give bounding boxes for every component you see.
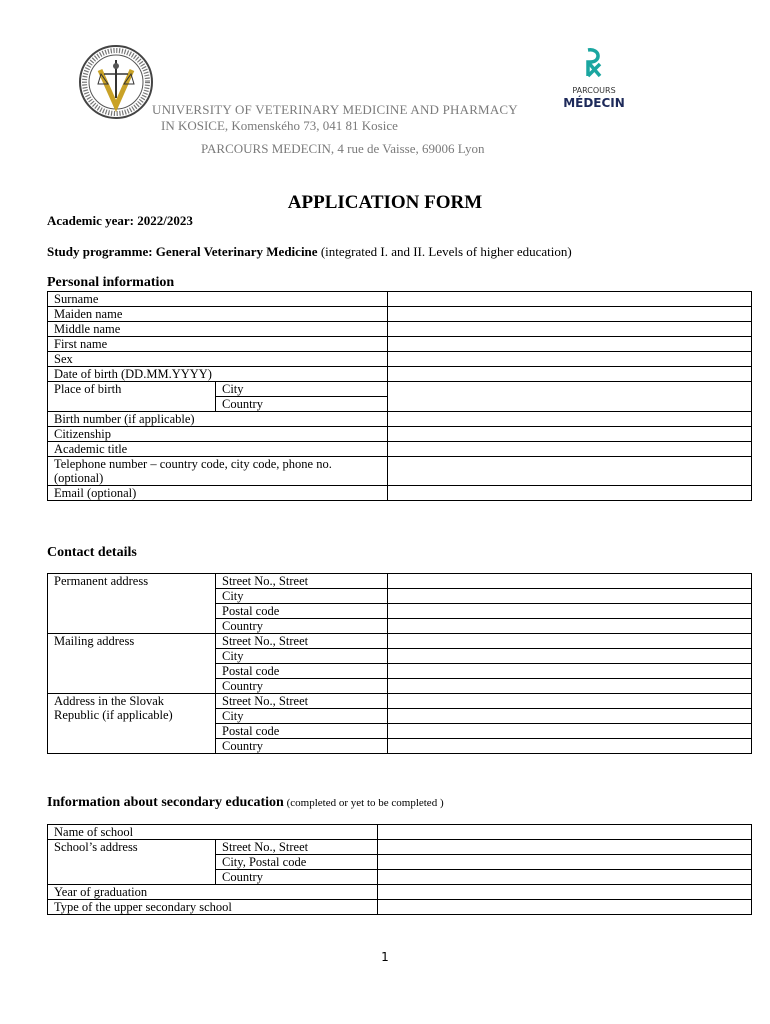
street-label: Street No., Street bbox=[216, 574, 388, 589]
slovak-address-label: Address in the Slovak Republic (if applicable) bbox=[48, 694, 216, 754]
university-seal-logo bbox=[78, 44, 154, 120]
parcours-logo-text: PARCOURS bbox=[572, 86, 616, 95]
parcours-medecin-logo bbox=[560, 46, 630, 112]
table-row bbox=[48, 900, 752, 915]
study-programme-label: Study programme: General Veterinary Medicine bbox=[47, 244, 318, 259]
mailing-country-field[interactable] bbox=[388, 679, 752, 694]
contact-details-table bbox=[47, 573, 752, 754]
school-city-postal-field[interactable] bbox=[378, 855, 752, 870]
table-row bbox=[48, 486, 752, 501]
personal-info-heading: Personal information bbox=[47, 275, 175, 290]
table-row bbox=[48, 412, 752, 427]
education-heading-label: Information about secondary education bbox=[47, 795, 284, 810]
table-row bbox=[48, 840, 752, 855]
table-row bbox=[48, 292, 752, 307]
table-row bbox=[48, 307, 752, 322]
street-label: Street No., Street bbox=[216, 634, 388, 649]
street-label: Street No., Street bbox=[216, 840, 378, 855]
permanent-address-label: Permanent address bbox=[48, 574, 216, 634]
academic-title-label: Academic title bbox=[48, 442, 388, 457]
slovak-street-field[interactable] bbox=[388, 694, 752, 709]
school-type-label: Type of the upper secondary school bbox=[48, 900, 378, 915]
first-name-label: First name bbox=[48, 337, 388, 352]
parcours-logo-brand: MÉDECIN bbox=[563, 96, 625, 110]
personal-info-table bbox=[47, 291, 752, 501]
table-row bbox=[48, 825, 752, 840]
email-label: Email (optional) bbox=[48, 486, 388, 501]
contact-details-heading: Contact details bbox=[47, 545, 137, 560]
table-row bbox=[48, 427, 752, 442]
place-of-birth-label: Place of birth bbox=[48, 382, 216, 412]
dob-field[interactable] bbox=[388, 367, 752, 382]
table-row bbox=[48, 442, 752, 457]
slovak-country-field[interactable] bbox=[388, 739, 752, 754]
sex-label: Sex bbox=[48, 352, 388, 367]
academic-title-field[interactable] bbox=[388, 442, 752, 457]
table-row bbox=[48, 322, 752, 337]
maiden-name-label: Maiden name bbox=[48, 307, 388, 322]
surname-label: Surname bbox=[48, 292, 388, 307]
academic-year: Academic year: 2022/2023 bbox=[47, 213, 193, 228]
mailing-postal-field[interactable] bbox=[388, 664, 752, 679]
parcours-address: PARCOURS MEDECIN, 4 rue de Vaisse, 69006 Lyon bbox=[201, 141, 485, 156]
study-programme-note: (integrated I. and II. Levels of higher education) bbox=[317, 244, 572, 259]
place-of-birth-field[interactable] bbox=[388, 382, 752, 412]
university-address: IN KOSICE, Komenského 73, 041 81 Kosice bbox=[161, 118, 398, 133]
table-row bbox=[48, 634, 752, 649]
city-label: City bbox=[216, 709, 388, 724]
school-type-field[interactable] bbox=[378, 900, 752, 915]
email-field[interactable] bbox=[388, 486, 752, 501]
school-country-field[interactable] bbox=[378, 870, 752, 885]
street-label: Street No., Street bbox=[216, 694, 388, 709]
education-heading bbox=[47, 795, 444, 811]
birth-city-label: City bbox=[216, 382, 388, 397]
birth-country-label: Country bbox=[216, 397, 388, 412]
school-street-field[interactable] bbox=[378, 840, 752, 855]
telephone-field[interactable] bbox=[388, 457, 752, 486]
postal-code-label: Postal code bbox=[216, 724, 388, 739]
page-number: 1 bbox=[381, 950, 389, 964]
telephone-label: Telephone number – country code, city code, phone no. (optional) bbox=[48, 457, 388, 486]
table-row bbox=[48, 382, 752, 397]
country-label: Country bbox=[216, 679, 388, 694]
birth-number-label: Birth number (if applicable) bbox=[48, 412, 388, 427]
maiden-name-field[interactable] bbox=[388, 307, 752, 322]
middle-name-field[interactable] bbox=[388, 322, 752, 337]
country-label: Country bbox=[216, 739, 388, 754]
table-row bbox=[48, 337, 752, 352]
table-row bbox=[48, 885, 752, 900]
first-name-field[interactable] bbox=[388, 337, 752, 352]
school-name-label: Name of school bbox=[48, 825, 378, 840]
permanent-city-field[interactable] bbox=[388, 589, 752, 604]
mailing-address-label: Mailing address bbox=[48, 634, 216, 694]
education-table bbox=[47, 824, 752, 915]
school-address-label: School’s address bbox=[48, 840, 216, 885]
citizenship-field[interactable] bbox=[388, 427, 752, 442]
birth-number-field[interactable] bbox=[388, 412, 752, 427]
education-heading-note: (completed or yet to be completed ) bbox=[283, 797, 444, 809]
table-row bbox=[48, 457, 752, 486]
slovak-city-field[interactable] bbox=[388, 709, 752, 724]
graduation-year-field[interactable] bbox=[378, 885, 752, 900]
city-label: City bbox=[216, 649, 388, 664]
graduation-year-label: Year of graduation bbox=[48, 885, 378, 900]
table-row bbox=[48, 352, 752, 367]
mailing-city-field[interactable] bbox=[388, 649, 752, 664]
page-title: APPLICATION FORM bbox=[287, 192, 483, 213]
dob-label: Date of birth (DD.MM.YYYY) bbox=[48, 367, 388, 382]
table-row bbox=[48, 694, 752, 709]
country-label: Country bbox=[216, 870, 378, 885]
country-label: Country bbox=[216, 619, 388, 634]
school-name-field[interactable] bbox=[378, 825, 752, 840]
surname-field[interactable] bbox=[388, 292, 752, 307]
postal-code-label: Postal code bbox=[216, 604, 388, 619]
postal-code-label: Postal code bbox=[216, 664, 388, 679]
middle-name-label: Middle name bbox=[48, 322, 388, 337]
university-name: UNIVERSITY OF VETERINARY MEDICINE AND PHARMACY bbox=[152, 102, 518, 117]
table-row bbox=[48, 367, 752, 382]
city-postal-label: City, Postal code bbox=[216, 855, 378, 870]
mailing-street-field[interactable] bbox=[388, 634, 752, 649]
permanent-street-field[interactable] bbox=[388, 574, 752, 589]
citizenship-label: Citizenship bbox=[48, 427, 388, 442]
study-programme bbox=[47, 244, 572, 260]
permanent-country-field[interactable] bbox=[388, 619, 752, 634]
sex-field[interactable] bbox=[388, 352, 752, 367]
table-row bbox=[48, 574, 752, 589]
slovak-postal-field[interactable] bbox=[388, 724, 752, 739]
city-label: City bbox=[216, 589, 388, 604]
permanent-postal-field[interactable] bbox=[388, 604, 752, 619]
